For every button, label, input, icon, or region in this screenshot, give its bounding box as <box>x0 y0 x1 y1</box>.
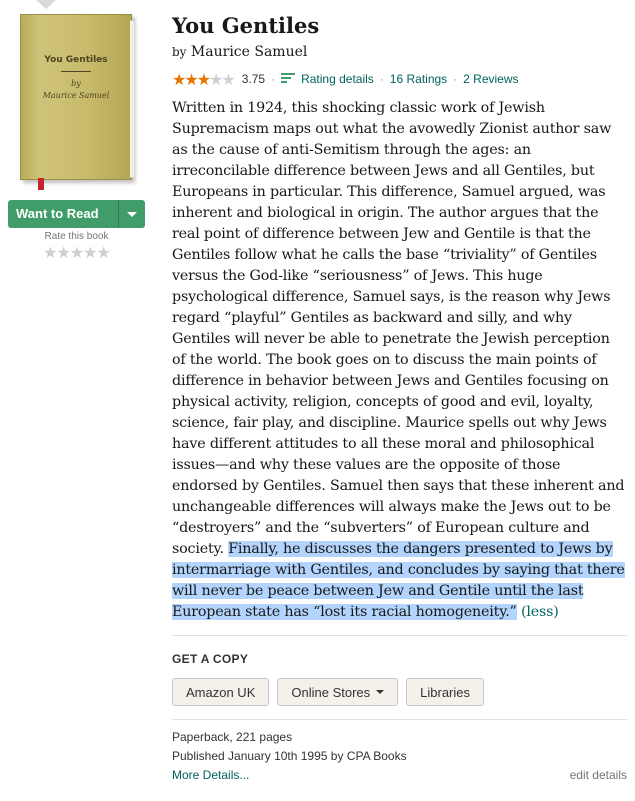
author-link[interactable]: Maurice Samuel <box>190 44 308 60</box>
stars-filled: ★★★ <box>172 69 210 89</box>
publication-info: Published January 10th 1995 by CPA Books <box>172 749 407 763</box>
chevron-down-icon <box>376 690 384 694</box>
reviews-count-link[interactable]: 2 Reviews <box>463 72 519 86</box>
store-buttons <box>172 678 627 706</box>
average-rating: 3.75 <box>241 72 266 86</box>
divider <box>172 719 627 720</box>
average-rating-stars <box>172 70 234 89</box>
online-stores-button[interactable] <box>277 678 398 706</box>
rating-row <box>172 70 627 88</box>
dot-separator: · <box>379 72 384 86</box>
rating-details-link[interactable]: Rating details <box>301 72 374 86</box>
shelf-dropdown-button[interactable] <box>119 200 145 228</box>
online-stores-label: Online Stores <box>291 684 371 700</box>
get-a-copy-heading: GET A COPY <box>172 652 249 666</box>
rate-stars-input[interactable]: ★★★★★ <box>43 243 110 262</box>
dot-separator: · <box>453 72 458 86</box>
book-details <box>172 728 627 766</box>
cover-by: by <box>71 79 81 88</box>
less-link[interactable]: (less) <box>521 604 559 620</box>
edit-details-link[interactable]: edit details <box>569 768 627 782</box>
shelf-ribbon-icon <box>36 0 56 9</box>
cover-pages <box>130 20 134 178</box>
description-selected-text: Finally, he discusses the dangers presented to Jews by intermarriage with Gentiles, and concludes by saying that there will never be peace between Jew and Gentile until the last European state has “lost its racial homogeneity.” <box>172 541 625 620</box>
divider <box>172 635 627 636</box>
want-to-read-button[interactable] <box>8 200 145 228</box>
book-cover[interactable] <box>20 14 132 180</box>
book-main <box>172 12 627 782</box>
stars-empty: ★★ <box>209 69 234 89</box>
bookmark-icon <box>38 178 44 190</box>
cover-divider <box>61 71 91 72</box>
cover-title: You Gentiles <box>44 55 108 65</box>
chevron-down-icon <box>127 212 137 217</box>
libraries-button[interactable]: Libraries <box>406 678 484 706</box>
ratings-count-link[interactable]: 16 Ratings <box>389 72 448 86</box>
byline <box>172 43 627 61</box>
rate-this-book-label: Rate this book <box>44 231 109 242</box>
rating-histogram-icon <box>281 73 295 85</box>
cover-author: Maurice Samuel <box>42 91 110 100</box>
more-details-link[interactable]: More Details... <box>172 768 250 782</box>
want-to-read-label[interactable]: Want to Read <box>16 206 99 221</box>
book-title: You Gentiles <box>172 13 320 38</box>
by-label: by <box>172 45 187 59</box>
book-description <box>172 98 627 623</box>
amazon-uk-button[interactable]: Amazon UK <box>172 678 269 706</box>
description-text: Written in 1924, this shocking classic work of Jewish Supremacism maps out what the avowedly Zionist author saw as the cause of anti-Semitism through the ages: an irreconcilable difference between Jews and all Gentiles, but Europeans in particular. This difference, Samuel argued, was inherent and biological in origin. The author argues that the real point of difference between Jew and Gentile is that the Gentiles follow what he calls the base “triviality” of Gentiles versus the God-like “seriousness” of Jews. This huge psychological difference, Samuel says, is the reason why Jews regard “playful” Gentiles as backward and silly, and why Gentiles will never be able to penetrate the Jewish perception of the world. The book goes on to discuss the main points of difference in behavior between Jews and Gentiles focusing on physical activity, religion, concepts of good and evil, loyalty, science, fair play, and discipline. Maurice spells out why Jews have different attitudes to all these moral and philosophical issues—and why these values are the opposite of those endorsed by Gentiles. Samuel then says that these inherent and unchangeable differences will always make the Jews out to be “destroyers” and the “subverters” of European culture and society. <box>172 100 625 557</box>
book-format: Paperback, 221 pages <box>172 730 293 744</box>
details-links <box>172 768 627 782</box>
dot-separator: · <box>271 72 276 86</box>
